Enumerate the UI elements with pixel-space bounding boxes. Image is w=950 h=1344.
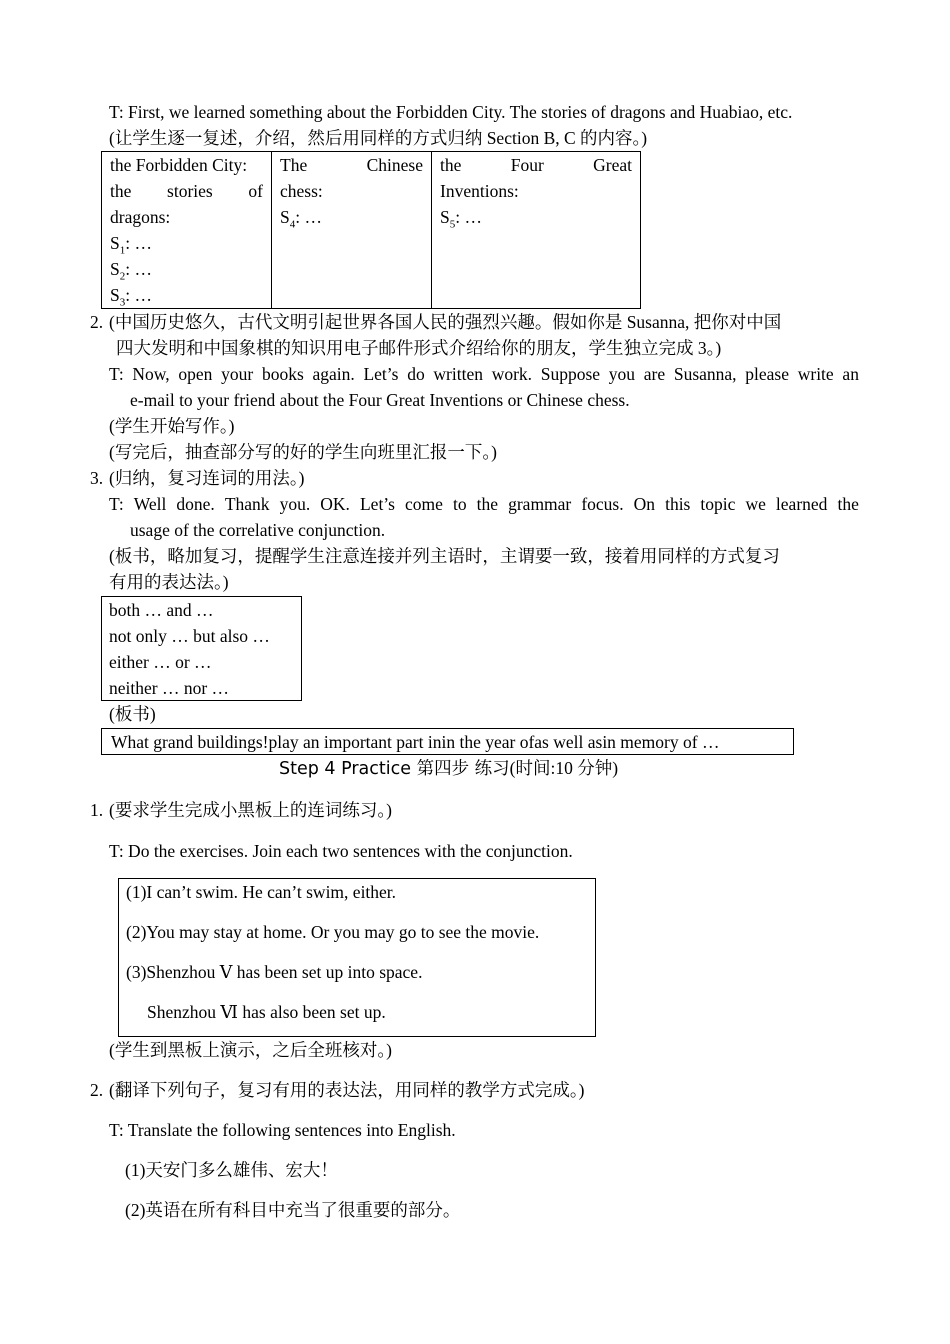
instruction-note: (写完后，抽查部分写的好的学生向班里汇报一下。): [109, 442, 497, 462]
conjunction-item: not only … but also …: [109, 626, 270, 646]
teacher-line: T: Do the exercises. Join each two sentences with the conjunction.: [109, 841, 573, 861]
instruction-note: (学生到黑板上演示，之后全班核对。): [109, 1040, 392, 1060]
cell-line-justified: the stories of: [110, 181, 263, 201]
student-line: $S_5$: …: [440, 207, 482, 231]
expressions-box: [101, 728, 794, 755]
teacher-line-justified: T: Now, open your books again. Let’s do written work. Suppose you are Susanna, please write an: [109, 364, 859, 384]
student-line: $S_4$: …: [280, 207, 322, 231]
cell-line: dragons:: [110, 207, 171, 227]
exercise-item: (1)I can’t swim. He can’t swim, either.: [126, 882, 397, 902]
cell-line: Inventions:: [440, 181, 519, 201]
student-line: $S_1$: …: [110, 233, 152, 257]
instruction-note: (让学生逐一复述，介绍，然后用同样的方式归纳 Section B, C 的内容。): [109, 128, 648, 148]
item-number: 3.: [90, 468, 104, 488]
instruction-note: (要求学生完成小黑板上的连词练习。): [109, 800, 392, 820]
step-time: (时间:10 分钟): [509, 758, 619, 778]
exercise-box: [118, 878, 596, 1037]
table-cell-forbidden-city: [102, 152, 272, 309]
exercise-item: Shenzhou Ⅵ has also been set up.: [147, 1002, 386, 1022]
student-line: $S_3$: …: [110, 285, 152, 309]
translation-sentence: (1)天安门多么雄伟、宏大！: [125, 1160, 338, 1180]
item-number: 2.: [90, 312, 104, 332]
conjunction-item: both … and …: [109, 600, 214, 620]
conjunction-box: [101, 596, 302, 701]
board-label: (板书): [109, 704, 156, 724]
teacher-line-justified: T: Well done. Thank you. OK. Let’s come to the grammar focus. On this topic we learned the: [109, 494, 859, 514]
teacher-line: T: First, we learned something about the Forbidden City. The stories of dragons and Huabiao, etc.: [109, 102, 793, 122]
cell-line: the Forbidden City:: [110, 155, 248, 175]
item-number: 2.: [90, 1080, 104, 1100]
expressions-text: What grand buildings!play an important part inin the year ofas well asin memory of …: [111, 732, 720, 752]
teacher-line: usage of the correlative conjunction.: [130, 520, 386, 540]
step-title: Step 4 Practice 第四步 练习: [279, 759, 510, 779]
cell-line-justified: The Chinese: [280, 155, 423, 175]
cell-line: chess:: [280, 181, 323, 201]
step-heading: [279, 755, 618, 782]
instruction-note: (学生开始写作。): [109, 416, 235, 436]
student-line: $S_2$: …: [110, 259, 152, 283]
exercise-item: (2)You may stay at home. Or you may go to see the movie.: [126, 922, 540, 942]
conjunction-item: neither … nor …: [109, 678, 230, 698]
instruction-note: (归纳，复习连词的用法。): [109, 468, 305, 488]
teacher-line: T: Translate the following sentences into English.: [109, 1120, 456, 1140]
instruction-note: 四大发明和中国象棋的知识用电子邮件形式介绍给你的朋友，学生独立完成 3。): [116, 338, 722, 358]
item-number: 1.: [90, 800, 104, 820]
table-cell-chinese-chess: [272, 152, 432, 309]
summary-table: [101, 151, 641, 309]
instruction-note: (板书，略加复习，提醒学生注意连接并列主语时，主谓要一致，接着用同样的方式复习: [109, 546, 780, 566]
exercise-item: (3)Shenzhou Ⅴ has been set up into space.: [126, 962, 423, 982]
cell-line-justified: the Four Great: [440, 155, 632, 175]
conjunction-item: either … or …: [109, 652, 212, 672]
teacher-line: e-mail to your friend about the Four Great Inventions or Chinese chess.: [130, 390, 630, 410]
instruction-note: 有用的表达法。): [109, 572, 229, 592]
translation-sentence: (2)英语在所有科目中充当了很重要的部分。: [125, 1200, 461, 1220]
table-cell-four-inventions: [432, 152, 641, 309]
instruction-note: (中国历史悠久，古代文明引起世界各国人民的强烈兴趣。假如你是 Susanna, 把你对中国: [109, 312, 782, 332]
instruction-note: (翻译下列句子，复习有用的表达法，用同样的教学方式完成。): [109, 1080, 585, 1100]
